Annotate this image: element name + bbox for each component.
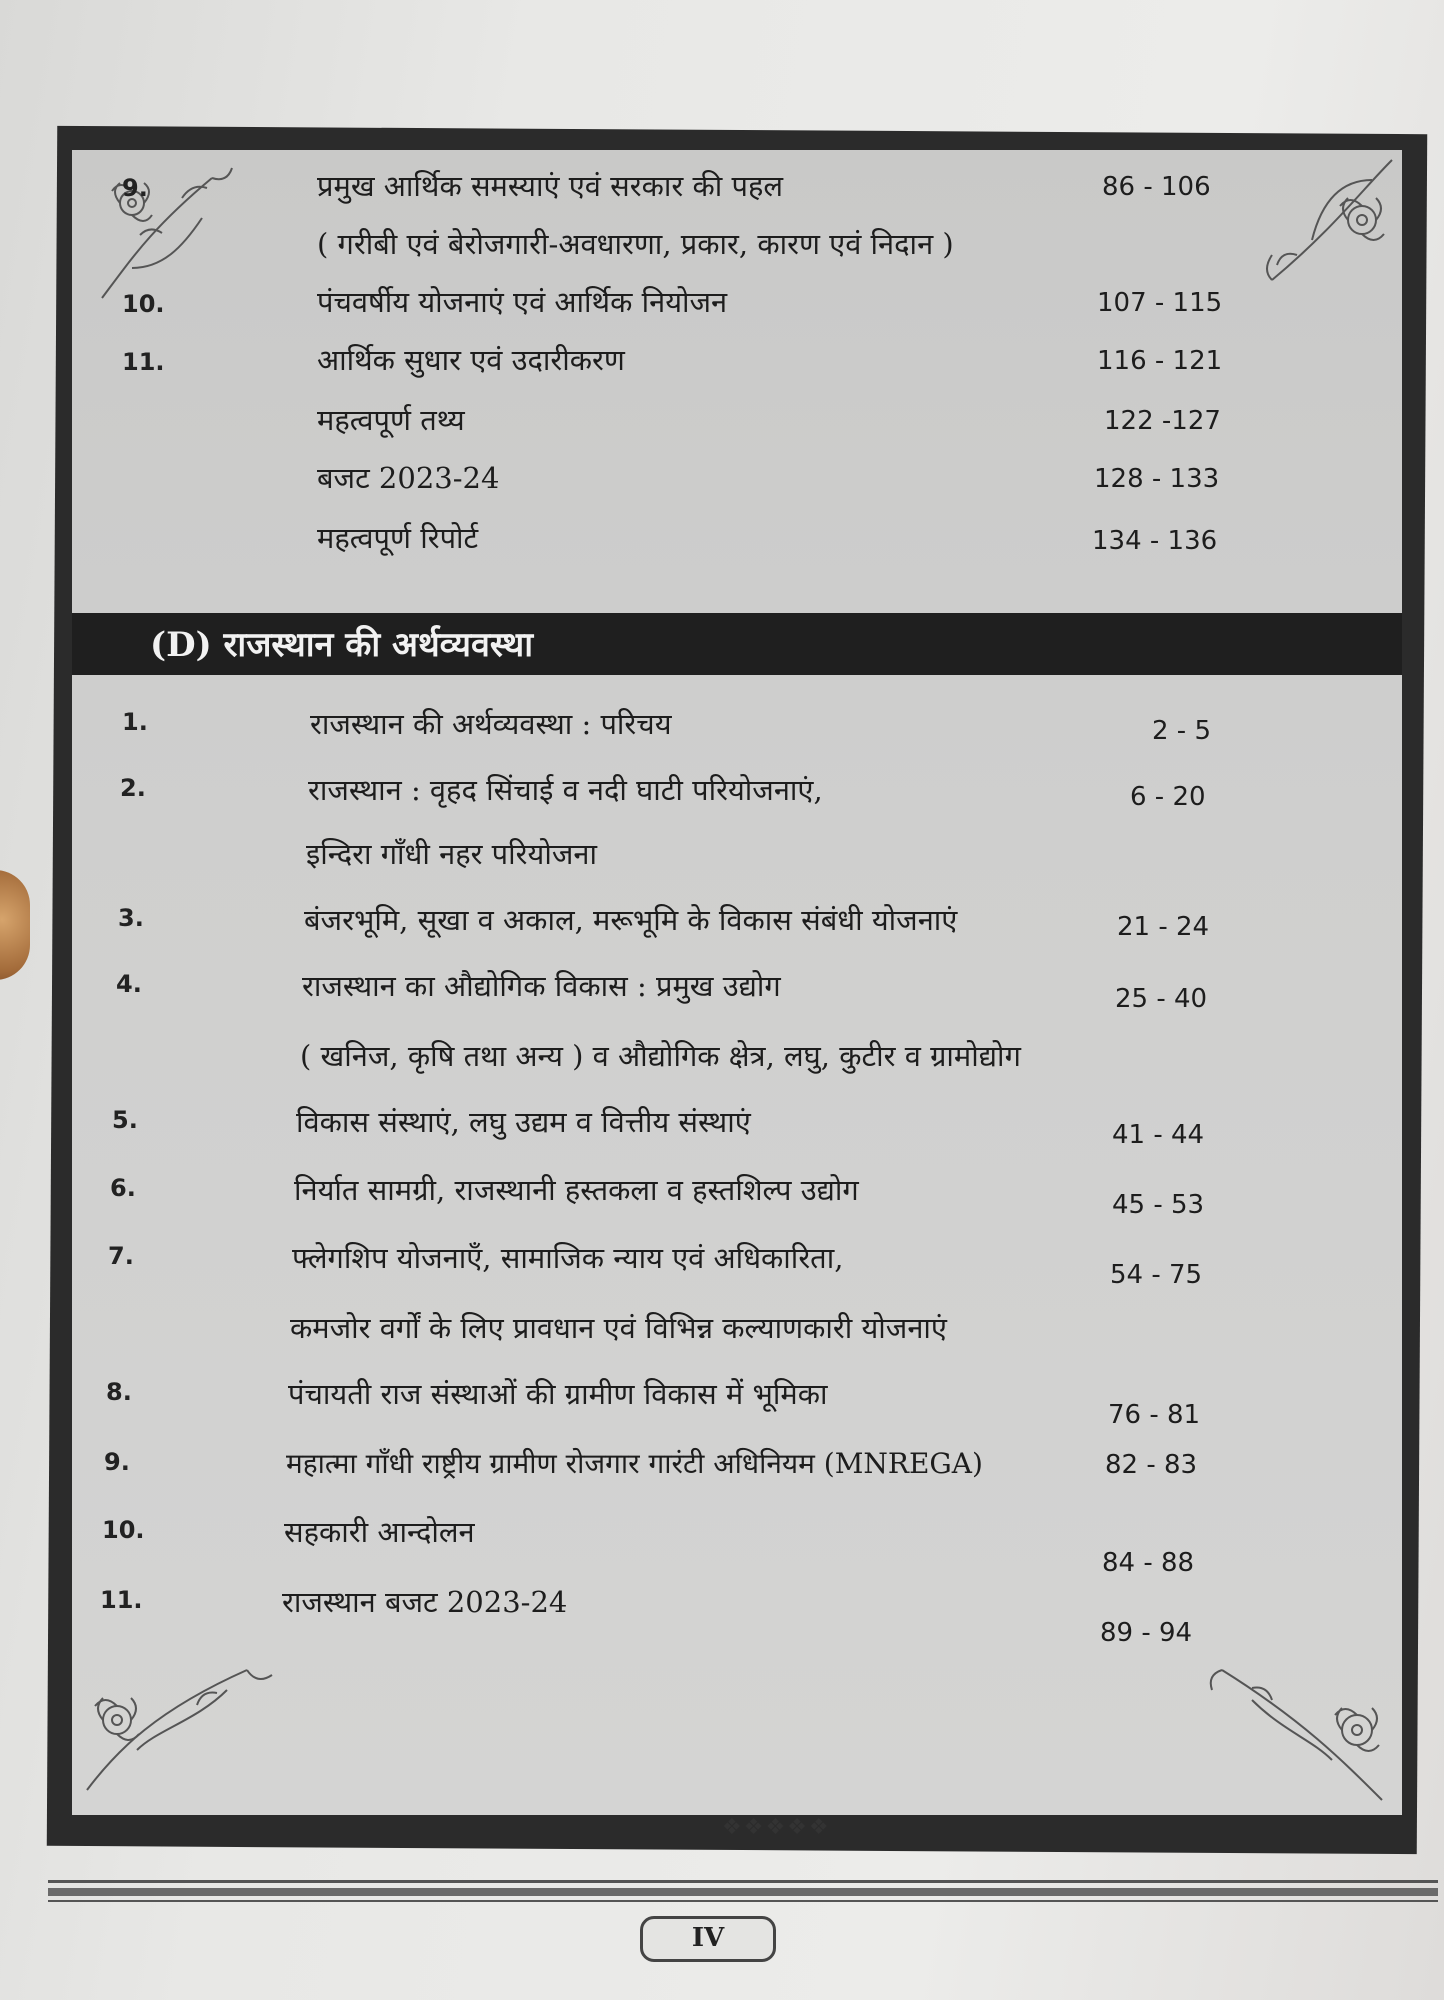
list-item: [72, 1304, 1402, 1364]
item-title: पंचायती राज संस्थाओं की ग्रामीण विकास में भूमिका: [288, 1377, 828, 1411]
item-title: कमजोर वर्गों के लिए प्रावधान एवं विभिन्न कल्याणकारी योजनाएं: [290, 1311, 947, 1345]
list-item: [72, 700, 1402, 760]
item-title: ( खनिज, कृषि तथा अन्य ) व औद्योगिक क्षेत्र, लघु, कुटीर व ग्रामोद्योग: [300, 1039, 1021, 1073]
item-pages: 107 - 115: [1097, 288, 1223, 318]
item-pages: 84 - 88: [1102, 1548, 1195, 1578]
item-pages: 21 - 24: [1117, 912, 1210, 942]
item-title: निर्यात सामग्री, राजस्थानी हस्तकला व हस्तशिल्प उद्योग: [294, 1173, 859, 1207]
item-number: 10.: [102, 1516, 145, 1544]
item-title: आर्थिक सुधार एवं उदारीकरण: [317, 343, 625, 377]
list-item: [72, 766, 1402, 826]
list-item: [72, 1234, 1402, 1294]
list-item: [72, 1440, 1402, 1500]
item-number: 10.: [122, 290, 165, 318]
item-title: विकास संस्थाएं, लघु उद्यम व वित्तीय संस्थाएं: [296, 1105, 751, 1139]
item-number: 9.: [104, 1448, 130, 1476]
item-title: महत्वपूर्ण रिपोर्ट: [317, 521, 479, 555]
item-pages: 128 - 133: [1094, 464, 1220, 494]
contents-panel: [72, 150, 1402, 1840]
list-item: [72, 896, 1402, 956]
footer-rule: [48, 1880, 1438, 1883]
item-number: 11.: [122, 348, 165, 376]
item-title: राजस्थान की अर्थव्यवस्था : परिचय: [310, 707, 672, 741]
section-title: (D) राजस्थान की अर्थव्यवस्था: [150, 625, 534, 665]
list-item: [72, 394, 1402, 454]
item-number: 5.: [112, 1106, 138, 1134]
item-pages: 134 - 136: [1092, 526, 1218, 556]
item-number: 3.: [118, 904, 144, 932]
item-title: इन्दिरा गाँधी नहर परियोजना: [306, 837, 597, 871]
item-pages: 45 - 53: [1112, 1190, 1205, 1220]
item-number: 2.: [120, 774, 146, 802]
diamond-divider: ❖❖❖❖❖: [722, 1815, 831, 1840]
item-title: ( गरीबी एवं बेरोजगारी-अवधारणा, प्रकार, कारण एवं निदान ): [317, 227, 954, 261]
item-title: महात्मा गाँधी राष्ट्रीय ग्रामीण रोजगार गारंटी अधिनियम (MNREGA): [286, 1447, 983, 1480]
item-title: बंजरभूमि, सूखा व अकाल, मरूभूमि के विकास संबंधी योजनाएं: [304, 903, 958, 937]
item-number: 6.: [110, 1174, 136, 1202]
floral-ornament-bottom-right: [1192, 1640, 1392, 1810]
item-title: राजस्थान बजट 2023-24: [282, 1585, 568, 1619]
item-title: महत्वपूर्ण तथ्य: [317, 403, 465, 437]
item-pages: 89 - 94: [1100, 1618, 1193, 1648]
item-pages: 86 - 106: [1102, 172, 1211, 202]
item-title: बजट 2023-24: [317, 461, 500, 495]
item-title: राजस्थान का औद्योगिक विकास : प्रमुख उद्योग: [302, 969, 781, 1003]
item-number: 8.: [106, 1378, 132, 1406]
list-item: [72, 1578, 1402, 1648]
item-pages: 41 - 44: [1112, 1120, 1205, 1150]
item-title: प्रमुख आर्थिक समस्याएं एवं सरकार की पहल: [317, 169, 784, 203]
list-item: [72, 218, 1402, 278]
item-number: 4.: [116, 970, 142, 998]
item-title: पंचवर्षीय योजनाएं एवं आर्थिक नियोजन: [317, 285, 728, 319]
list-item: [72, 1370, 1402, 1430]
list-item: [72, 512, 1402, 572]
footer-rule: [48, 1900, 1438, 1902]
item-pages: 116 - 121: [1097, 346, 1223, 376]
item-pages: 6 - 20: [1130, 782, 1206, 812]
item-title: फ्लेगशिप योजनाएँ, सामाजिक न्याय एवं अधिकारिता,: [292, 1241, 844, 1275]
item-pages: 76 - 81: [1108, 1400, 1201, 1430]
list-item: [72, 276, 1402, 336]
page-number: IV: [640, 1916, 776, 1962]
list-item: [72, 1098, 1402, 1158]
item-number: 1.: [122, 708, 148, 736]
list-item: [72, 160, 1402, 220]
item-pages: 82 - 83: [1105, 1450, 1198, 1480]
item-title: सहकारी आन्दोलन: [284, 1515, 475, 1549]
list-item: [72, 830, 1402, 890]
list-item: [72, 1166, 1402, 1226]
list-item: [72, 1508, 1402, 1578]
list-item: [72, 334, 1402, 394]
list-item: [72, 962, 1402, 1022]
item-number: 11.: [100, 1586, 143, 1614]
item-pages: 122 -127: [1104, 406, 1221, 436]
item-title: राजस्थान : वृहद सिंचाई व नदी घाटी परियोजनाएं,: [308, 773, 823, 807]
item-pages: 25 - 40: [1115, 984, 1208, 1014]
item-pages: 2 - 5: [1152, 716, 1211, 746]
floral-ornament-bottom-left: [77, 1650, 277, 1800]
list-item: [72, 1030, 1402, 1090]
item-number: 9.: [122, 174, 148, 202]
list-item: [72, 452, 1402, 512]
item-number: 7.: [108, 1242, 134, 1270]
item-pages: 54 - 75: [1110, 1260, 1203, 1290]
footer-rule-thick: [48, 1888, 1438, 1896]
